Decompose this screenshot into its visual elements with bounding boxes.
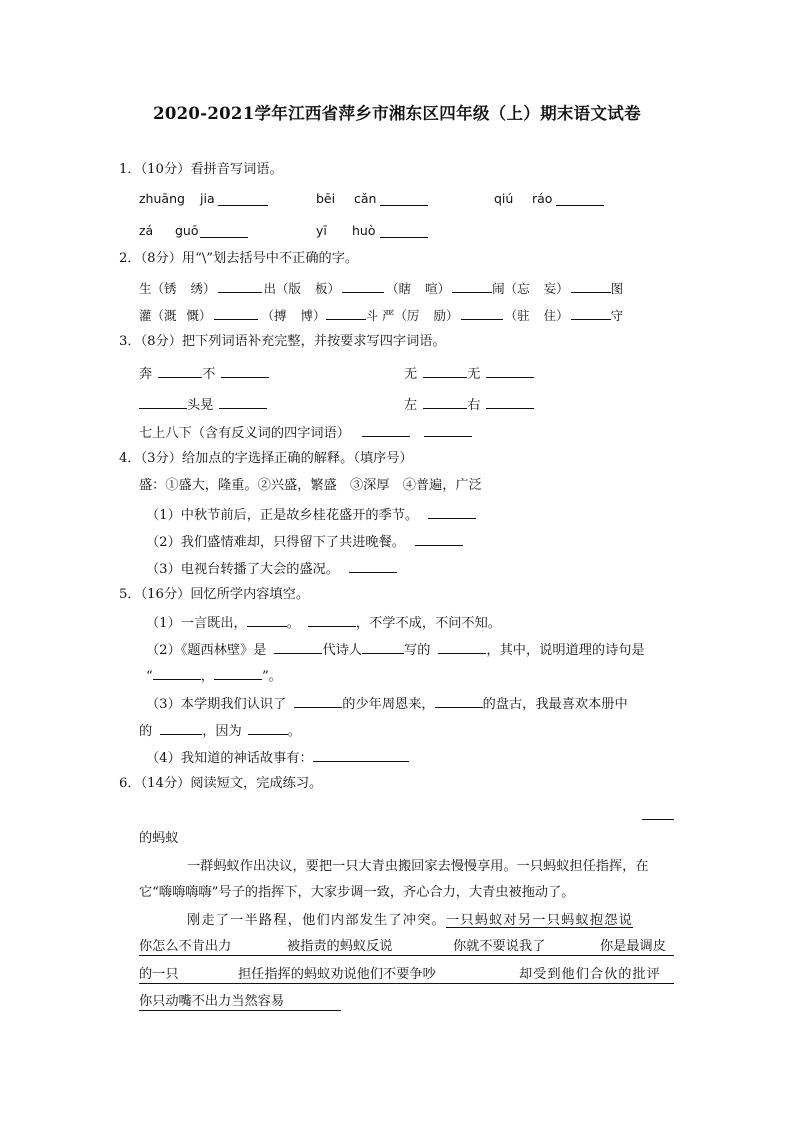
q3-item [139, 364, 269, 384]
answer-blank[interactable] [461, 306, 503, 320]
passage-line: 一群蚂蚁作出决议，要把一只大青虫搬回家去慢慢享用。一只蚂蚁担任指挥，在 [187, 859, 649, 874]
q1-heading: 1．（10分）看拼音写词语。 [119, 162, 283, 177]
underline [139, 983, 674, 984]
answer-blank[interactable] [308, 613, 356, 627]
word-group: （瞎 [386, 281, 412, 296]
answer-blank[interactable] [556, 192, 604, 206]
text: 你是最调皮 [600, 939, 666, 954]
answer-blank[interactable] [486, 395, 534, 409]
underline [139, 955, 674, 956]
sentence: （1）中秋节前后，正是故乡桂花盛开的季节。 [146, 508, 419, 523]
answer-blank[interactable] [248, 721, 288, 735]
answer-blank[interactable] [313, 748, 409, 762]
page-title: 2020-2021学年江西省萍乡市湘东区四年级（上）期末语文试卷 [153, 104, 641, 123]
answer-blank[interactable] [424, 423, 472, 437]
text: 。 [286, 616, 300, 631]
word-group: 守 [610, 308, 624, 323]
text: 的一只 [139, 967, 179, 982]
text: ，其中，说明道理的诗句是 [486, 643, 645, 658]
word-group: 图 [610, 281, 624, 296]
answer-blank[interactable] [342, 279, 384, 293]
answer-blank[interactable] [247, 613, 287, 627]
answer-blank[interactable] [362, 423, 410, 437]
word-part: 无 [404, 367, 418, 382]
word-group: 妄） [543, 281, 569, 296]
text: （3）本学期我们认识了 [146, 697, 287, 712]
q6-heading: 6．（14分）阅读短文，完成练习。 [119, 776, 323, 791]
word-group: 出（版 [263, 281, 302, 296]
answer-blank[interactable] [362, 640, 404, 654]
pinyin: jia [200, 191, 215, 206]
passage-line: 它“嗨嗨嗨嗨”号子的指挥下，大家步调一致，齐心合力，大青虫被拖动了。 [139, 885, 575, 900]
word-part: 左 [404, 398, 418, 413]
answer-blank[interactable] [423, 364, 467, 378]
answer-blank[interactable] [415, 532, 463, 546]
q2-heading: 2．（8分）用“\”划去括号中不正确的字。 [119, 251, 359, 266]
answer-blank[interactable] [158, 364, 202, 378]
q4-heading: 4．（3分）给加点的字选择正确的解释。（填序号） [119, 451, 413, 466]
answer-blank[interactable] [435, 694, 483, 708]
word-group: 斗 严（厉 [365, 308, 420, 323]
word-part: 头晃 [187, 398, 214, 413]
text: 的 [139, 724, 153, 739]
q5-line-3 [146, 694, 628, 714]
answer-blank[interactable] [423, 395, 467, 409]
sentence: （2）我们盛情难却，只得留下了共进晚餐。 [146, 535, 405, 550]
q5-line-2b [146, 666, 282, 686]
pinyin: guō [175, 223, 199, 238]
text: （2）《题西林壁》是 [146, 643, 267, 658]
word-group: （搏 [261, 308, 287, 323]
answer-blank[interactable] [221, 364, 269, 378]
underline [139, 1010, 341, 1011]
answer-blank[interactable] [218, 279, 262, 293]
pinyin: cǎn [354, 191, 377, 206]
q5-line-2 [146, 640, 645, 660]
word-group: 住） [543, 308, 569, 323]
text: 刚走了一半路程，他们内部发生了冲突。 [187, 913, 446, 928]
text: 担任指挥的蚂蚁劝说他们不要争吵 [238, 967, 436, 982]
answer-blank[interactable] [571, 306, 611, 320]
word-group: 板） [315, 281, 341, 296]
passage-line [187, 912, 633, 930]
text: ”。 [261, 669, 282, 684]
answer-blank[interactable] [214, 306, 258, 320]
q5-line-4 [146, 748, 409, 768]
answer-blank[interactable] [218, 192, 268, 206]
text: （4）我知道的神话故事有： [146, 751, 313, 766]
q5-line-3b [139, 721, 301, 741]
text: （1）一言既出， [146, 616, 247, 631]
word-group: 灌（溉 [139, 308, 177, 323]
answer-blank[interactable] [452, 279, 492, 293]
word-group: 慨） [186, 308, 212, 323]
word-group: 喧） [425, 281, 451, 296]
word-group: 闹（忘 [492, 281, 530, 296]
pinyin: zhuāng [139, 191, 185, 206]
answer-blank[interactable] [219, 395, 267, 409]
text: ， [200, 669, 214, 684]
underlined-text: 一只蚂蚁对另一只蚂蚁抱怨说 [445, 913, 634, 928]
q3-antonym-line [139, 423, 472, 443]
word-part: 右 [467, 398, 481, 413]
text: 却受到他们合伙的批评 [519, 967, 661, 982]
answer-blank[interactable] [380, 192, 428, 206]
answer-blank[interactable] [153, 666, 201, 680]
q3-heading: 3．（8分）把下列词语补充完整，并按要求写四字词语。 [119, 334, 446, 349]
pinyin: huò [352, 223, 376, 238]
word-part: 无 [467, 367, 481, 382]
text: ，因为 [202, 724, 242, 739]
q2-row-1 [139, 279, 623, 298]
title-blank[interactable] [642, 819, 674, 820]
pinyin: zá [139, 223, 154, 238]
answer-blank[interactable] [380, 224, 428, 238]
q3-item [404, 364, 534, 384]
pinyin: ráo [532, 191, 553, 206]
pinyin: yī [316, 223, 327, 238]
q4-options: 盛：①盛大，隆重。②兴盛，繁盛 ③深厚 ④普遍，广泛 [139, 478, 482, 493]
answer-blank[interactable] [326, 306, 366, 320]
word-group: （驻 [504, 308, 530, 323]
sentence: （3）电视台转播了大会的盛况。 [146, 562, 340, 577]
q3-antonym-prompt: 七上八下（含有反义词的四字词语） [139, 426, 350, 441]
q4-sentence-2 [146, 532, 463, 552]
answer-blank[interactable] [200, 224, 248, 238]
text: 代诗人 [322, 643, 363, 658]
text: 你怎么不肯出力 [139, 939, 232, 954]
q3-item [404, 395, 534, 415]
text: “ [146, 669, 153, 684]
passage-title-tail: 的蚂蚁 [139, 831, 179, 846]
answer-blank[interactable] [438, 640, 486, 654]
word-part: 奔 [139, 367, 153, 382]
q2-row-2 [139, 306, 623, 325]
q4-sentence-3 [146, 559, 397, 579]
word-group: 励） [433, 308, 459, 323]
answer-blank[interactable] [428, 505, 476, 519]
answer-blank[interactable] [160, 721, 202, 735]
text: 的少年周恩来， [342, 697, 435, 712]
answer-blank[interactable] [571, 279, 611, 293]
text: 的盘古，我最喜欢本册中 [482, 697, 628, 712]
answer-blank[interactable] [274, 640, 322, 654]
word-group: 生（锈 [139, 281, 177, 296]
text: 被指责的蚂蚁反说 [287, 939, 393, 954]
word-group: 博） [300, 308, 326, 323]
answer-blank[interactable] [294, 694, 342, 708]
answer-blank[interactable] [214, 666, 262, 680]
q3-item [139, 395, 267, 415]
q5-heading: 5．（16分）回忆所学内容填空。 [119, 587, 310, 602]
word-group: 绣） [190, 281, 216, 296]
pinyin: bēi [316, 191, 336, 206]
answer-blank[interactable] [349, 559, 397, 573]
answer-blank[interactable] [139, 395, 187, 409]
text: 写的 [404, 643, 431, 658]
text: 。 [287, 724, 301, 739]
answer-blank[interactable] [486, 364, 534, 378]
q5-line-1 [146, 613, 501, 633]
word-part: 不 [202, 367, 216, 382]
underlined-line: 你只动嘴不出力当然容易 [139, 994, 285, 1009]
q4-sentence-1 [146, 505, 476, 525]
text: 你就不要说我了 [453, 939, 546, 954]
pinyin: qiú [494, 191, 514, 206]
text: ，不学不成，不问不知。 [355, 616, 501, 631]
